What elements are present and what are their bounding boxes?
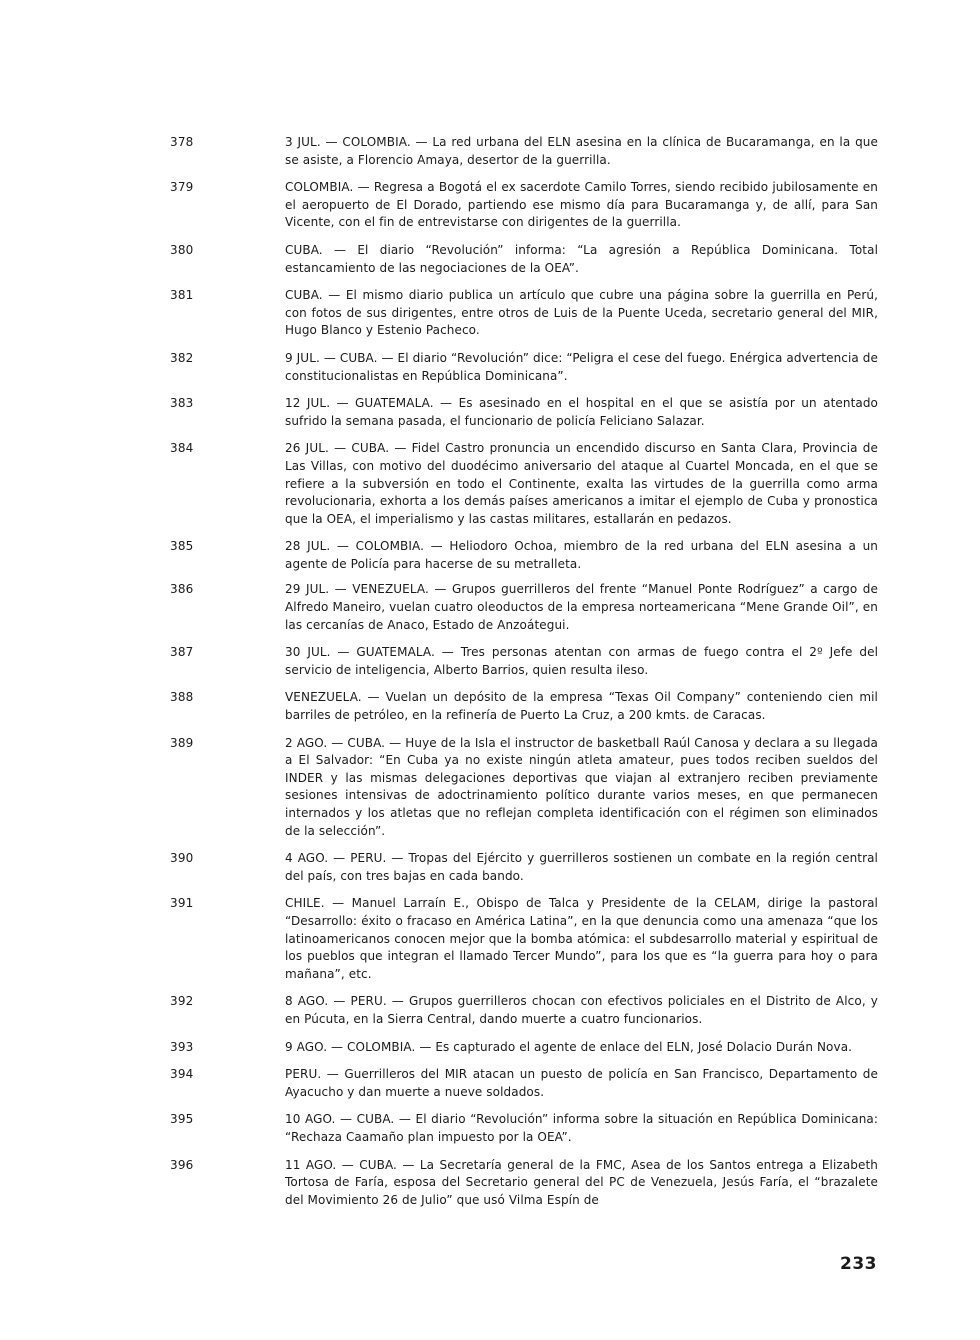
entry-text: 3 JUL. — COLOMBIA. — La red urbana del ELN asesina en la clínica de Bucaramanga, en la que se asiste, a Florencio Amaya, desertor de la guerrilla. xyxy=(285,135,878,167)
entry-text: 12 JUL. — GUATEMALA. — Es asesinado en el hospital en el que se asistía por un atentado sufrido la semana pasada, el funcionario de policía Feliciano Salazar. xyxy=(285,396,878,428)
chronology-entry xyxy=(0,895,980,983)
chronology-entry xyxy=(0,1111,980,1146)
chronology-entry xyxy=(0,581,980,634)
entry-number: 391 xyxy=(170,896,194,911)
chronology-entry xyxy=(0,689,980,724)
entry-text: 4 AGO. — PERU. — Tropas del Ejército y guerrilleros sostienen un combate en la región central del país, con tres bajas en cada bando. xyxy=(285,851,878,883)
chronology-entry xyxy=(0,993,980,1028)
chronology-entry xyxy=(0,1157,980,1210)
entry-text: 29 JUL. — VENEZUELA. — Grupos guerrilleros del frente “Manuel Ponte Rodríguez” a cargo de Alfredo Maneiro, vuelan cuatro oleoductos de la empresa norteamericana “Mene Grande Oil”, en las cercanías de Anaco, Estado de Anzoátegui. xyxy=(285,582,878,632)
chronology-entry xyxy=(0,179,980,232)
chronology-entry xyxy=(0,395,980,430)
entry-number: 389 xyxy=(170,735,194,750)
entry-text: 9 JUL. — CUBA. — El diario “Revolución” dice: “Peligra el cese del fuego. Enérgica advertencia de constitucionalistas en República Dominicana”. xyxy=(285,350,878,383)
entry-number: 387 xyxy=(170,645,194,660)
entry-text: CUBA. — El diario “Revolución” informa: “La agresión a República Dominicana. Total estancamiento de las negociaciones de la OEA”. xyxy=(285,242,878,275)
entry-number: 392 xyxy=(170,994,194,1009)
entry-text: 30 JUL. — GUATEMALA. — Tres personas atentan con armas de fuego contra el 2º Jefe del servicio de inteligencia, Alberto Barrios, quien resulta ileso. xyxy=(285,645,878,677)
entry-number: 385 xyxy=(170,539,194,554)
chronology-entry xyxy=(0,134,980,169)
entry-text: CHILE. — Manuel Larraín E., Obispo de Talca y Presidente de la CELAM, dirige la pastoral “Desarrollo: éxito o fracaso en América Latina”, en la que denuncia como una amenaza “que los latinoamericanos conocen mejor que la bomba atómica: el subdesarrollo material y espiritual de los pueblos que integran el llamado Tercer Mundo”, para los que es “la guerra para hoy o para mañana”, etc. xyxy=(285,896,878,981)
chronology-entry xyxy=(0,1039,980,1057)
entry-number: 390 xyxy=(170,851,194,866)
chronology-entry xyxy=(0,644,980,679)
chronology-entry xyxy=(0,242,980,277)
entry-text: VENEZUELA. — Vuelan un depósito de la empresa “Texas Oil Company” conteniendo cien mil barriles de petróleo, en la refinería de Puerto La Cruz, a 200 kmts. de Caracas. xyxy=(285,690,878,723)
entry-number: 382 xyxy=(170,350,194,365)
entry-text: 10 AGO. — CUBA. — El diario “Revolución” informa sobre la situación en República Dominicana: “Rechaza Caamaño plan impuesto por la OEA”. xyxy=(285,1112,878,1144)
entry-number: 386 xyxy=(170,582,194,597)
entry-number: 380 xyxy=(170,242,194,257)
entry-number: 383 xyxy=(170,396,194,411)
entry-text: 9 AGO. — COLOMBIA. — Es capturado el agente de enlace del ELN, José Dolacio Durán Nova. xyxy=(285,1039,853,1054)
entry-number: 394 xyxy=(170,1067,194,1082)
entry-number: 379 xyxy=(170,180,194,195)
entry-number: 384 xyxy=(170,441,194,456)
entry-text: CUBA. — El mismo diario publica un artículo que cubre una página sobre la guerrilla en Perú, con fotos de sus dirigentes, entre otros de Luis de la Puente Uceda, secretario general del MIR, Hugo Blanco y Estenio Pacheco. xyxy=(285,288,878,338)
entry-number: 393 xyxy=(170,1039,194,1054)
entry-text: 28 JUL. — COLOMBIA. — Heliodoro Ochoa, miembro de la red urbana del ELN asesina a un agente de Policía para hacerse de su metralleta. xyxy=(285,539,878,571)
entry-text: 8 AGO. — PERU. — Grupos guerrilleros chocan con efectivos policiales en el Distrito de Alco, y en Púcuta, en la Sierra Central, dando muerte a cuatro funcionarios. xyxy=(285,994,878,1026)
entry-number: 395 xyxy=(170,1112,194,1127)
page-number: 233 xyxy=(840,1254,877,1274)
entry-text: 26 JUL. — CUBA. — Fidel Castro pronuncia un encendido discurso en Santa Clara, Provincia de Las Villas, con motivo del duodécimo aniversario del ataque al Cuartel Moncada, en el que se refiere a la subversión en todo el Continente, exalta las virtudes de la guerrilla como arma revolucionaria, exhorta a los demás países americanos a imitar el ejemplo de Cuba y pronostica que la OEA, el imperialismo y las castas militares, estallarán en pedazos. xyxy=(285,441,878,526)
entry-number: 396 xyxy=(170,1157,194,1172)
entry-number: 388 xyxy=(170,690,194,705)
chronology-entry xyxy=(0,735,980,841)
entry-text: COLOMBIA. — Regresa a Bogotá el ex sacerdote Camilo Torres, siendo recibido jubilosamente en el aeropuerto de El Dorado, partiendo ese mismo día para Bucaramanga y, de allí, para San Vicente, con el fin de entrevistarse con dirigentes de la guerrilla. xyxy=(285,180,878,230)
entry-text: 2 AGO. — CUBA. — Huye de la Isla el instructor de basketball Raúl Canosa y declara a su llegada a El Salvador: “En Cuba ya no existe ningún atleta amateur, pues todos reciben sueldos del INDER y las mismas delegaciones deportivas que viajan al extranjero reciben previamente sesiones intensivas de adoctrinamiento político durante varios meses, en que permanecen internados y los atletas que no reflejan completa identificación con el régimen son eliminados de la selección”. xyxy=(285,735,878,838)
chronology-entry xyxy=(0,440,980,528)
chronology-entry xyxy=(0,287,980,340)
chronology-entry xyxy=(0,350,980,385)
entry-number: 381 xyxy=(170,288,194,303)
entry-number: 378 xyxy=(170,135,194,149)
chronology-entry xyxy=(0,850,980,885)
chronology-entry xyxy=(0,1066,980,1101)
entry-text: PERU. — Guerrilleros del MIR atacan un puesto de policía en San Francisco, Departamento de Ayacucho y dan muerte a nueve soldados. xyxy=(285,1067,878,1099)
entry-text: 11 AGO. — CUBA. — La Secretaría general de la FMC, Asea de los Santos entrega a Elizabeth Tortosa de Faría, esposa del Secretario general del PC de Venezuela, Jesús Faría, el “brazalete del Movimiento 26 de Julio” que usó Vilma Espín de xyxy=(285,1157,878,1207)
chronology-entry xyxy=(0,538,980,573)
chronology-entries xyxy=(0,134,980,1209)
